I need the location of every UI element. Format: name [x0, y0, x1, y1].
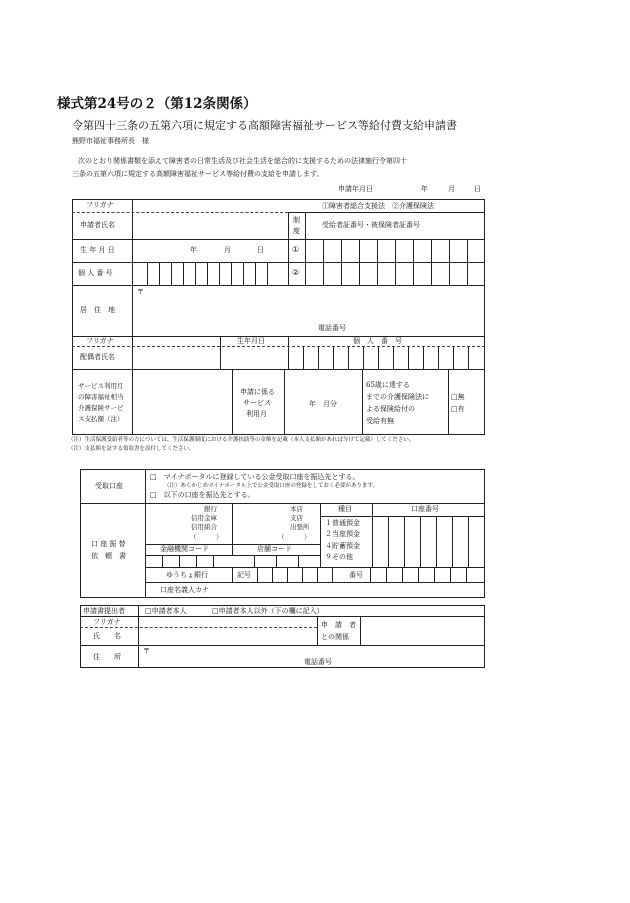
applicant-furigana-label: フリガナ — [86, 201, 114, 209]
submitter-name-label: 氏 名 — [93, 632, 121, 640]
branch-type-paren: （ ） — [278, 533, 311, 541]
system-mark-2: ② — [292, 268, 300, 277]
applicant-name-field[interactable] — [133, 213, 287, 238]
applicant-name-label: 申請者氏名 — [80, 221, 115, 229]
bank-type-paren: （ ） — [190, 533, 223, 541]
branch-type-2: 支店 — [290, 514, 303, 522]
dob-year: 年 — [190, 246, 197, 254]
system-options: ①障害者総合支援法 ②介護保険法 — [322, 202, 434, 210]
insurance-none-checkbox[interactable]: □無 — [451, 393, 465, 401]
dob-day: 日 — [257, 246, 264, 254]
service-year-month: 年 月分 — [309, 400, 337, 408]
spouse-furigana-label: フリガナ — [86, 337, 114, 345]
submitter-label: 申請書提出者 — [83, 607, 125, 615]
address-phone: 電話番号 — [318, 324, 346, 332]
kind-1[interactable]: １普通預金 — [325, 519, 360, 527]
note-1: （注）生活保護受給者等の方については、生活保護制度における介護扶助等の金額を記載（本人支払額があれば分けて記載）してください。 — [68, 437, 415, 443]
service-left-4: ス支払額（注） — [78, 415, 124, 423]
system-label-2: 度 — [293, 227, 300, 235]
applicant-id-label: 個 人 番 号 — [78, 269, 113, 277]
kind-2[interactable]: ２当座預金 — [325, 530, 360, 538]
date-day: 日 — [474, 185, 481, 193]
spouse-id-label: 個 人 番 号 — [353, 337, 402, 345]
intro-line-2: 三条の五第六項に規定する高額障害福祉サービス等給付費の支給を申請します。 — [72, 170, 324, 178]
kigou-label: 記号 — [237, 571, 251, 579]
account-holder-label: 口座名義人カナ — [160, 586, 209, 594]
dob-month: 月 — [224, 246, 231, 254]
kind-9[interactable]: ９その他 — [325, 553, 353, 561]
submitter-postal: 〒 — [143, 647, 150, 655]
branch-code-label: 店舗コード — [257, 545, 292, 553]
branch-type-1: 本店 — [290, 505, 303, 513]
service-left-2: の障害福祉相当 — [78, 393, 124, 401]
relation-label-2: との関係 — [321, 633, 349, 641]
submitter-furigana: フリガナ — [93, 618, 121, 626]
date-year: 年 — [421, 185, 428, 193]
service-month-3: 利用月 — [246, 410, 267, 418]
receive-option-portal-note: （注）あらかじめマイナポータル上で公金受取口座の登録をしておく必要があります。 — [164, 483, 378, 489]
intro-line-1: 次のとおり関係書類を添えて障害者の日常生活及び社会生活を総合的に支援するための法律施行令第四十 — [78, 157, 407, 165]
service-month-2: サービス — [243, 399, 271, 407]
insurance-has-checkbox[interactable]: □有 — [451, 405, 465, 413]
date-month: 月 — [448, 185, 455, 193]
system-mark-1: ① — [292, 245, 300, 254]
bank-code-label: 金融機関コード — [160, 545, 209, 553]
bank-type-1: 銀行 — [204, 505, 217, 513]
branch-type-3: 出張所 — [290, 523, 310, 531]
spouse-dob-label: 生年月日 — [237, 337, 265, 345]
submitter-other-checkbox[interactable]: □申請者本人以外（下の欄に記入） — [212, 607, 324, 615]
kind-4[interactable]: ４貯蓄預金 — [325, 542, 360, 550]
address-field[interactable] — [133, 286, 484, 335]
date-label: 申請年月日 — [338, 185, 373, 193]
form-title: 令第四十三条の五第六項に規定する高額障害福祉サービス等給付費支給申請書 — [72, 119, 457, 132]
relation-label-1: 申 請 者 — [321, 621, 356, 629]
system-label-1: 制 — [293, 216, 300, 224]
address-postal: 〒 — [137, 288, 144, 296]
service-month-1: 申請に係る — [240, 388, 275, 396]
insurance-q-3: よる保険給付の — [366, 405, 415, 413]
receive-label: 受取口座 — [95, 482, 123, 490]
receive-option-below[interactable]: □ 以下の口座を振込先とする。 — [150, 491, 255, 499]
bank-type-2: 信用金庫 — [191, 514, 217, 522]
yucho-label: ゆうちょ銀行 — [166, 571, 208, 579]
receive-option-portal[interactable]: □ マイナポータルに登録している公金受取口座を振込先とする。 — [150, 473, 360, 481]
insurance-q-2: までの介護保険法に — [366, 393, 429, 401]
bank-type-3: 信用組合 — [191, 523, 217, 531]
submitter-phone: 電話番号 — [304, 658, 332, 666]
service-left-1: サービス利用月 — [78, 382, 124, 390]
kind-label: 種目 — [338, 505, 352, 513]
transfer-label-2: 依 頼 書 — [91, 552, 126, 560]
note-2: （注）支払額を証する領収書を添付してください。 — [68, 446, 195, 452]
spouse-name-label: 配偶者氏名 — [80, 353, 115, 361]
addressee: 熊野市福祉事務所長 様 — [72, 137, 149, 145]
submitter-self-checkbox[interactable]: □申請者本人 — [145, 607, 187, 615]
service-left-3: 介護保険サービ — [78, 404, 124, 412]
insurance-q-1: 65歳に達する — [366, 381, 410, 389]
dob-label: 生 年 月 日 — [80, 246, 115, 254]
bangou-label: 番号 — [349, 571, 363, 579]
transfer-label-1: 口 座 振 替 — [91, 540, 126, 548]
cert-label: 受給者証番号・被保険者証番号 — [322, 221, 420, 229]
account-number-label: 口座番号 — [411, 505, 439, 513]
form-number: 様式第24号の２（第12条関係） — [57, 96, 257, 112]
submitter-address-label: 住 所 — [93, 653, 121, 661]
address-label: 居 住 地 — [80, 306, 115, 314]
insurance-q-4: 受給有無 — [366, 417, 394, 425]
